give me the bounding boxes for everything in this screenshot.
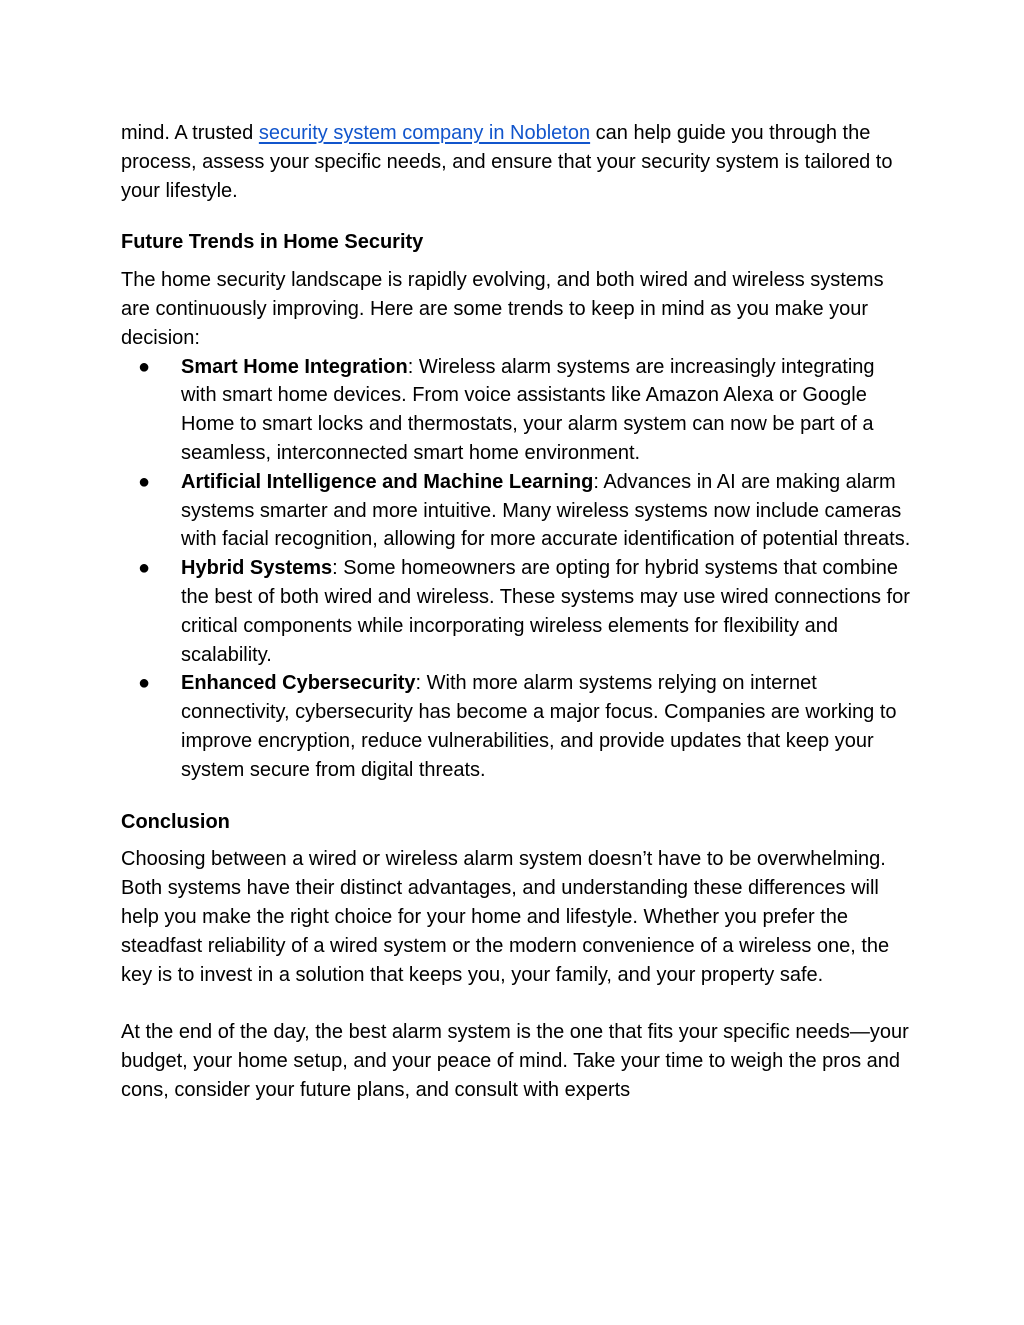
document-page: [121, 119, 911, 1105]
list-item-term: Smart Home Integration: [181, 355, 408, 378]
bullet-icon: ●: [138, 557, 151, 580]
bullet-icon: ●: [138, 672, 151, 695]
nobleton-security-link[interactable]: security system company in Nobleton: [258, 122, 591, 144]
intro-paragraph: [121, 119, 911, 205]
list-item-term: Hybrid Systems: [181, 557, 333, 580]
list-item: [121, 554, 911, 669]
conclusion-paragraph-1: Choosing between a wired or wireless alarm system doesn’t have to be overwhelming. Both systems have their distinct advantages, and understanding these differences will help you make the right choice for your home and lifestyle. Whether you prefer the steadfast reliability of a wired system or the modern convenience of a wireless one, the key is to invest in a solution that keeps you, your family, and your property safe.: [121, 848, 890, 986]
intro-text-after-link: can help guide you through the process, assess your specific needs, and ensure that your security system is tailored to your lifestyle.: [121, 122, 893, 202]
trends-intro-paragraph: The home security landscape is rapidly evolving, and both wired and wireless systems are continuously improving. Here are some trends to keep in mind as you make your decision:: [121, 269, 884, 349]
conclusion-paragraph-2: At the end of the day, the best alarm system is the one that fits your specific needs—your budget, your home setup, and your peace of mind. Take your time to weigh the pros and cons, consider your future plans, and consult with experts: [121, 1021, 909, 1101]
conclusion-heading: Conclusion: [121, 810, 230, 833]
list-item-text: : Wireless alarm systems are increasingly integrating with smart home devices. From voice assistants like Amazon Alexa or Google Home to smart locks and thermostats, your alarm system can now be part of a seamless, interconnected smart home environment.: [181, 355, 875, 464]
list-item: [121, 353, 911, 468]
trends-heading: Future Trends in Home Security: [121, 231, 424, 254]
list-item-text: : With more alarm systems relying on internet connectivity, cybersecurity has become a major focus. Companies are working to improve encryption, reduce vulnerabilities, and provide updates that keep your system secure from digital threats.: [181, 672, 897, 781]
list-item-text: : Advances in AI are making alarm systems smarter and more intuitive. Many wireless systems now include cameras with facial recognition, allowing for more accurate identification of potential threats.: [181, 470, 911, 551]
paragraph-spacer: [121, 989, 911, 1018]
list-item-text: : Some homeowners are opting for hybrid systems that combine the best of both wired and wireless. These systems may use wired connections for critical components while incorporating wireless elements for flexibility and scalability.: [181, 557, 910, 666]
list-item: [121, 468, 911, 554]
list-item: [121, 669, 911, 784]
list-item-term: Artificial Intelligence and Machine Learning: [181, 470, 594, 493]
list-item-term: Enhanced Cybersecurity: [181, 672, 416, 695]
bullet-icon: ●: [138, 470, 151, 493]
intro-text-before-link: mind. A trusted: [121, 122, 259, 144]
bullet-icon: ●: [138, 355, 151, 378]
trends-list: [121, 353, 911, 785]
